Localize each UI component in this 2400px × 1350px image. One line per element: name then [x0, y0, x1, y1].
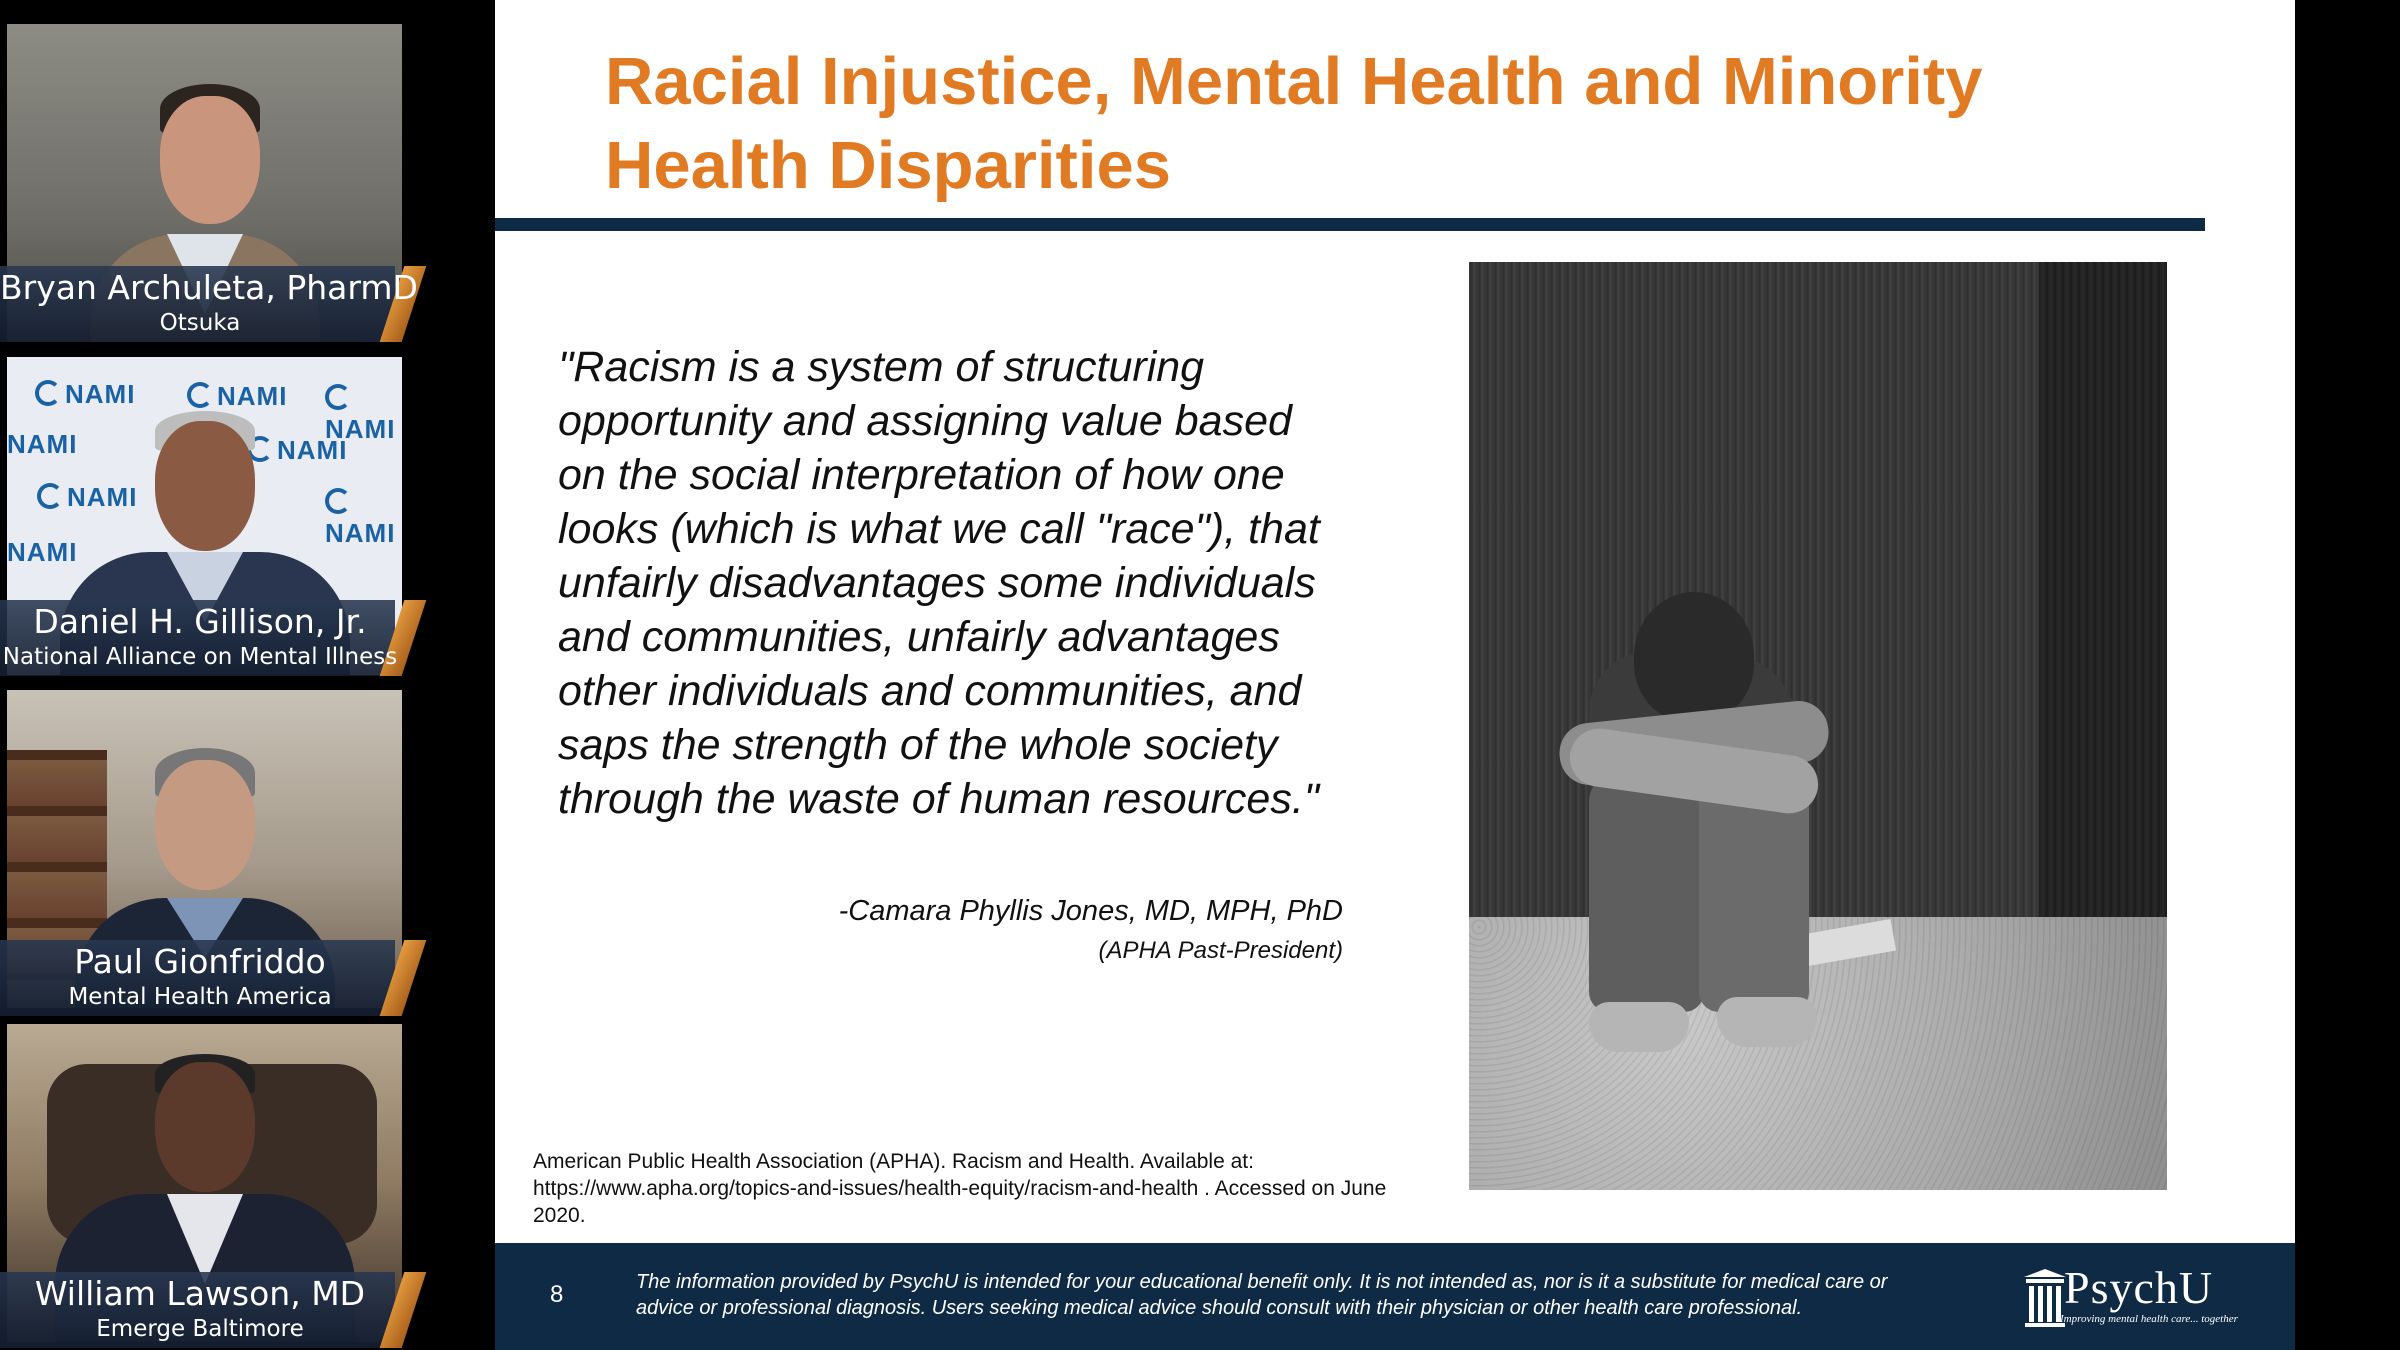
nami-logo: NAMI — [7, 537, 78, 567]
slide-page-number: 8 — [550, 1281, 564, 1308]
speaker-name: Paul Gionfriddo — [74, 942, 326, 981]
logo-wordmark: PsychU — [2064, 1262, 2214, 1313]
psychu-logo — [2020, 1261, 2260, 1333]
slide-photo — [1469, 262, 2167, 1190]
speaker-org: Emerge Baltimore — [96, 1316, 304, 1342]
slide-title: Racial Injustice, Mental Health and Minority Health Disparities — [605, 44, 1983, 203]
presentation-slide — [495, 0, 2295, 1350]
speaker-nameplate-1 — [0, 266, 418, 342]
slide-footer — [495, 1243, 2295, 1350]
speaker-org: Otsuka — [159, 310, 241, 336]
nami-logo: NAMI — [37, 482, 137, 513]
speaker-nameplate-2 — [0, 600, 415, 676]
nami-logo: NAMI — [7, 429, 78, 459]
nami-logo: NAMI — [35, 379, 135, 410]
speaker-name: William Lawson, MD — [34, 1274, 366, 1313]
quote-attribution-name: -Camara Phyllis Jones, MD, MPH, PhD — [838, 895, 1343, 927]
footer-disclaimer: The information provided by PsychU is intended for your educational benefit only. It is not intended as, nor is it a substitute for medical care or advice or professional diagnosis. Users seeking medical advice should consult with their physician or other health care professional. — [636, 1271, 1888, 1319]
slide-quote: "Racism is a system of structuring opportunity and assigning value based on the social interpretation of how one looks (which is what we call "race"), that unfairly disadvantages some individuals and communities, unfairly advantages other individuals and communities, and saps the strength of the whole society through the waste of human resources." — [558, 343, 1320, 823]
nami-logo: NAMI — [247, 435, 347, 466]
speaker-org: Mental Health America — [68, 984, 332, 1010]
slide-citation: American Public Health Association (APHA). Racism and Health. Available at: https://www.apha.org/topics-and-issues/health-equity/racism-and-health . Accessed on June 2020. — [533, 1150, 1387, 1227]
seated-figure — [1549, 592, 1829, 972]
nami-logo: NAMI — [325, 383, 402, 445]
speaker-name: Bryan Archuleta, PharmD — [0, 268, 418, 307]
nami-logo: NAMI — [187, 381, 287, 412]
title-divider — [495, 218, 2205, 231]
speaker-nameplate-4 — [0, 1272, 415, 1348]
quote-attribution-role: (APHA Past-President) — [1098, 937, 1343, 964]
speaker-org: National Alliance on Mental Illness — [2, 644, 398, 670]
logo-tagline: Improving mental health care... together — [2060, 1313, 2238, 1325]
nami-logo: NAMI — [325, 487, 402, 549]
speaker-name: Daniel H. Gillison, Jr. — [33, 602, 367, 641]
speaker-nameplate-3 — [0, 940, 415, 1016]
